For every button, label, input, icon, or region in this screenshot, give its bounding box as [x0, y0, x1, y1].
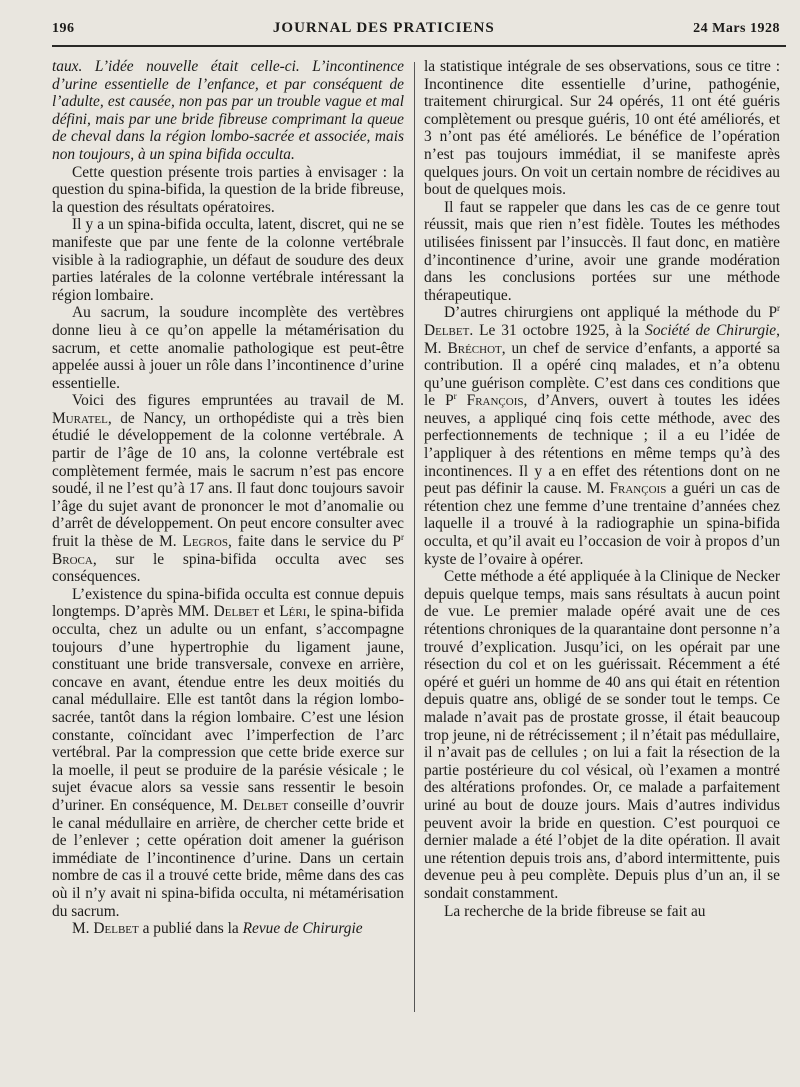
author-name: Broca: [52, 550, 93, 568]
author-name: Muratel: [52, 409, 108, 427]
left-column: [52, 58, 404, 1058]
author-name: Delbet: [93, 920, 139, 938]
author-name: Delbet: [242, 796, 289, 814]
journal-title: JOURNAL DES PRATICIENS: [272, 20, 495, 36]
paragraph: Cette question présente trois parties à envisager : la question du spina-bifida, la question de la bride fibreuse, la question des résultats opératoires.: [52, 163, 404, 216]
paragraph: Au sacrum, la soudure incomplète des vertèbres donne lieu à ce qu’on appelle la métamérisation du sacrum, et cette anomalie pathologique est peut-être appelée aussi à jouer un rôle dans l’incontinence d’urine essentielle.: [52, 304, 404, 392]
text-run: . Le 31 octobre 1925, à la: [469, 321, 646, 339]
header-rule: [52, 45, 786, 47]
page-number: 196: [52, 21, 75, 36]
superscript: r: [453, 391, 457, 402]
author-name: Delbet: [213, 603, 259, 621]
superscript: r: [401, 531, 404, 542]
issue-date: 24 Mars 1928: [693, 21, 780, 36]
text-run: conseille d’ouvrir le canal médullaire en arrière, de chercher cette bride et de l’enlever ; cette opération doit amener la guérison immédiate de l’incontinence d’urine. Dans un certain nombre de cas il a trouvé cette bride, même dans des cas où il n’y avait ni spina-bifida occulta, ni métamérisation du sacrum.: [52, 796, 404, 920]
text-run: et: [258, 603, 280, 621]
paragraph: [52, 920, 404, 938]
paragraph: La recherche de la bride fibreuse se fait au: [444, 902, 706, 920]
author-name: Legros: [182, 533, 228, 551]
text-run: D’autres chirurgiens ont appliqué la méthode du P: [444, 304, 777, 322]
text-run: a publié dans la: [138, 920, 243, 938]
text-run: , sur le spina-bifida occulta avec ses conséquences.: [52, 550, 404, 586]
text-run: , d’Anvers, ouvert à toutes les idées neuves, a appliqué cinq fois cette méthode, avec des perfectionnements de technique ; il a eu l’idée de l’appliquer à des rétentions en même temps qu’à des incontinences. Il y a en effet des rétentions dont on ne peut pas définir la cause. M.: [424, 392, 780, 498]
paragraph: [52, 392, 404, 586]
paragraph: [52, 58, 404, 164]
paragraph: Il faut se rappeler que dans les cas de ce genre tout réussit, mais que rien n’est fidèle. Toutes les méthodes utilisées finissent par l’insuccès. Il faut donc, en matière d’incontinence d’urine, avoir une grande modération dans les conclusions portées sur une méthode thérapeutique.: [424, 198, 780, 304]
paragraph: [424, 304, 780, 568]
paragraph: la statistique intégrale de ses observations, sous ce titre : Incontinence dite essentielle d’urine, pathogénie, traitement chirurgical. Sur 24 opérés, 11 ont été guéris complètement ou presque guéris, 10 ont été améliorés, et 3 n’ont pas été améliorés. Le bénéfice de l’opération n’est pas toujours immédiat, il se manifeste après quelques jours. On voit un certain nombre de récidives au bout de quelques mois.: [424, 58, 780, 199]
author-name: Léri: [279, 603, 307, 621]
text-run: Voici des figures empruntées au travail de M.: [72, 392, 404, 410]
author-name: Delbet: [424, 321, 470, 339]
author-name: Bréchot: [447, 339, 502, 357]
author-name: François: [466, 392, 524, 410]
text-run: a guéri un cas de rétention chez une femme d’une trentaine d’années chez laquelle il a trouvé à la radiographie un spina-bifida occulta, et qu’il avait eu l’occasion de voir à propos d’un kyste de l’ovaire à opérer.: [424, 480, 780, 568]
paragraph-text: taux. L’idée nouvelle était celle-ci. L’incontinence d’urine essentielle de l’enfance, et par conséquent de l’adulte, est causée, non pas par un trouble vague et mal défini, mais par une bride fibreuse comprimant la queue de cheval dans la région lombo-sacrée et associée, mais non toujours, à un spina bifida occulta.: [52, 58, 404, 163]
right-column: [424, 58, 780, 1058]
text-run: , un chef de service d’enfants, a apporté sa contribution. Il a opéré cinq malades, et n’a obtenu qu’une guérison complète. C’est dans ces conditions que le P: [424, 339, 780, 410]
page-header: [52, 20, 780, 44]
superscript: r: [777, 303, 780, 314]
column-divider: [414, 62, 415, 1012]
journal-reference: Revue de Chirurgie: [242, 920, 363, 938]
journal-reference: Société de Chirurgie: [645, 321, 777, 339]
paragraph: Cette méthode a été appliquée à la Clinique de Necker depuis quelque temps, mais sans résultats à aucun point de vue. Le premier malade opéré avait une de ces rétentions chroniques de la quarantaine dont personne n’a trouvé d’explication. Jusqu’ici, on les opérait par une résection du col et on les guérissait. Récemment a été opéré et guéri un homme de 40 ans qui était en rétention depuis quatre ans, obligé de se sonder tout le temps. Ce malade n’avait pas de prostate grosse, il était beaucoup trop jeune, ni de rétrécissement ; il n’était pas médullaire, il n’avait pas de cellules ; on lui a fait la résection de la partie postérieure du col vésical, où l’examen a montré des altérations profondes. Or, ce malade a parfaitement uriné au bout de douze jours. Mais d’autres individus peuvent avoir la bride en question. C’est pourquoi ce dernier malade a été l’objet de la dite opération. Il avait une rétention depuis trois ans, d’abord intermittente, puis devenue peu à peu complète. Depuis plus d’un an, il se sondait constamment.: [424, 568, 780, 902]
text-run: , M.: [424, 321, 780, 357]
text-run: , de Nancy, un orthopédiste qui a très bien étudié le développement de la colonne vertébrale. A partir de l’âge de 10 ans, la colonne vertébrale est complètement fermée, mais le sacrum n’est pas encore soudé, il ne l’est qu’à 17 ans. Il faut donc toujours savoir l’âge du sujet avant de prononcer le mot d’anomalie ou d’arrêt de développement. On peut encore consulter avec fruit la thèse de M.: [52, 409, 404, 551]
text-run: M.: [72, 920, 94, 938]
text-run: L’existence du spina-bifida occulta est connue depuis longtemps. D’après MM.: [52, 585, 404, 621]
text-run: , le spina-bifida occulta, chez un adulte ou un enfant, s’accompagne toujours d’une hypertrophie du ligament jaune, constituant une bride transversale, convexe en arrière, concave en avant, étendue entre les deux moitiés du canal médullaire. Elle est tantôt dans la région lombo-sacrée, tantôt dans la région lombaire. C’est une lésion constante, coïncidant avec l’imperfection de l’arc vertébral. Par la compression que cette bride exerce sur la moelle, il peut se produire de la parésie vésicale ; le sujet évacue alors sa vessie sans ressentir le besoin d’uriner. En conséquence, M.: [52, 603, 404, 814]
paragraph: [52, 586, 404, 920]
author-name: François: [609, 480, 667, 498]
paragraph: Il y a un spina-bifida occulta, latent, discret, qui ne se manifeste que par une fente de la colonne vertébrale visible à la radiographie, un défaut de soudure des deux parties latérales de la colonne vertébrale intéressant la région lombaire.: [52, 216, 404, 304]
text-run: , faite dans le service du P: [227, 533, 401, 551]
